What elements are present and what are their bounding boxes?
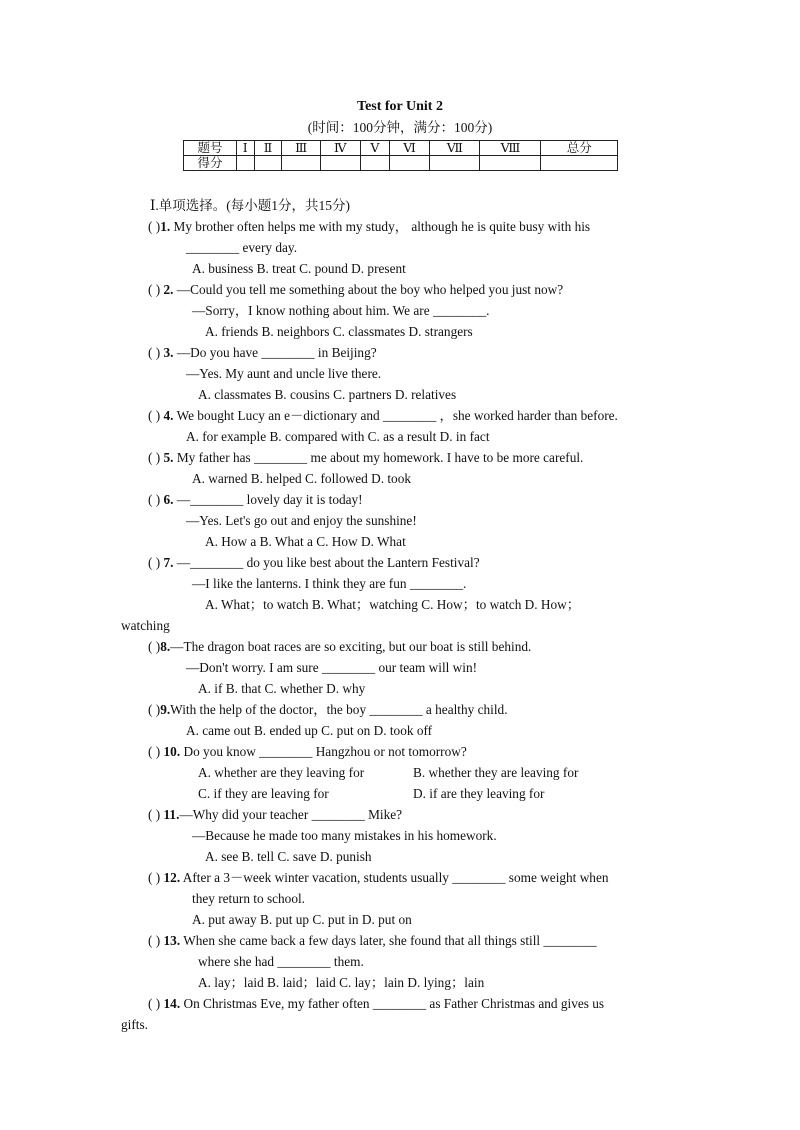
question-number: 8. bbox=[160, 639, 171, 654]
question-9 bbox=[148, 702, 508, 718]
question-text: On Christmas Eve, my father often ________ as Father Christmas and gives us bbox=[180, 996, 605, 1011]
options: A. warned B. helped C. followed D. took bbox=[192, 471, 411, 486]
question-text: After a 3－week winter vacation, students usually ________ some weight when bbox=[180, 870, 609, 885]
score-input-cell[interactable] bbox=[360, 156, 390, 171]
question-number: 12. bbox=[163, 870, 181, 885]
table-cell: Ⅲ bbox=[282, 141, 320, 156]
answer-blank[interactable]: ( ) bbox=[148, 996, 161, 1011]
exam-info: (时间：100分钟，满分：100分) bbox=[307, 120, 493, 135]
dialogue-line: —Because he made too many mistakes in his homework. bbox=[192, 828, 497, 843]
table-cell: Ⅳ bbox=[320, 141, 360, 156]
answer-blank[interactable]: ( ) bbox=[148, 870, 161, 885]
options: A. put away B. put up C. put in D. put on bbox=[192, 912, 412, 927]
question-text-cont: ________ every day. bbox=[186, 240, 298, 255]
answer-blank[interactable]: ( ) bbox=[148, 492, 161, 507]
answer-blank[interactable]: ( ) bbox=[148, 807, 161, 822]
options: A. lay；laid B. laid；laid C. lay；lain D. lying；lain bbox=[198, 975, 485, 990]
question-1 bbox=[148, 219, 678, 235]
question-14 bbox=[148, 996, 604, 1012]
question-number: 13. bbox=[163, 933, 181, 948]
answer-blank[interactable]: ( ) bbox=[148, 450, 161, 465]
question-number: 10. bbox=[163, 744, 181, 759]
table-cell: Ⅶ bbox=[430, 141, 480, 156]
dialogue-line: —Yes. My aunt and uncle live there. bbox=[186, 366, 382, 381]
options: A. What；to watch B. What；watching C. How；to watch D. How； bbox=[205, 597, 581, 612]
answer-blank[interactable]: ( ) bbox=[148, 702, 161, 717]
question-2 bbox=[148, 282, 563, 298]
question-number: 3. bbox=[163, 345, 174, 360]
score-input-cell[interactable] bbox=[282, 156, 320, 171]
question-7 bbox=[148, 555, 480, 571]
table-cell: 题号 bbox=[184, 141, 237, 156]
dialogue-line: —Yes. Let's go out and enjoy the sunshine! bbox=[186, 513, 417, 528]
question-text-cont: gifts. bbox=[121, 1017, 148, 1032]
answer-blank[interactable]: ( ) bbox=[148, 744, 161, 759]
question-text: With the help of the doctor，the boy ________ a healthy child. bbox=[170, 702, 508, 717]
option-d: D. if are they leaving for bbox=[413, 786, 545, 801]
score-input-cell[interactable] bbox=[390, 156, 430, 171]
dialogue-line: —I like the lanterns. I think they are fun ________. bbox=[192, 576, 467, 591]
option-a: A. whether are they leaving for bbox=[198, 765, 365, 780]
question-5 bbox=[148, 450, 583, 466]
options: A. for example B. compared with C. as a result D. in fact bbox=[186, 429, 490, 444]
question-number: 7. bbox=[163, 555, 174, 570]
score-table-score-row bbox=[184, 156, 618, 171]
table-cell: 得分 bbox=[184, 156, 237, 171]
score-input-cell[interactable] bbox=[480, 156, 541, 171]
score-input-cell[interactable] bbox=[430, 156, 480, 171]
question-text: My father has ________ me about my homework. I have to be more careful. bbox=[173, 450, 584, 465]
question-number: 4. bbox=[163, 408, 174, 423]
question-6 bbox=[148, 492, 363, 508]
question-text: —Could you tell me something about the boy who helped you just now? bbox=[173, 282, 564, 297]
question-text: —Why did your teacher ________ Mike? bbox=[179, 807, 403, 822]
table-cell: Ⅵ bbox=[390, 141, 430, 156]
question-number: 5. bbox=[163, 450, 174, 465]
question-11 bbox=[148, 807, 402, 823]
score-input-cell[interactable] bbox=[541, 156, 618, 171]
options-wrap: watching bbox=[121, 618, 170, 633]
options: A. business B. treat C. pound D. present bbox=[192, 261, 406, 276]
table-cell: Ⅰ bbox=[237, 141, 255, 156]
score-input-cell[interactable] bbox=[254, 156, 282, 171]
question-number: 1. bbox=[160, 219, 171, 234]
question-text: My brother often helps me with my study， although he is quite busy with his bbox=[170, 219, 591, 234]
question-12 bbox=[148, 870, 678, 886]
page-title: Test for Unit 2 bbox=[357, 99, 443, 114]
question-text: —The dragon boat races are so exciting, but our boat is still behind. bbox=[170, 639, 532, 654]
score-input-cell[interactable] bbox=[237, 156, 255, 171]
question-13 bbox=[148, 933, 597, 949]
table-cell: Ⅴ bbox=[360, 141, 390, 156]
question-10 bbox=[148, 744, 467, 760]
question-number: 14. bbox=[163, 996, 181, 1011]
question-number: 11. bbox=[163, 807, 180, 822]
question-4 bbox=[148, 408, 618, 424]
table-cell: Ⅷ bbox=[480, 141, 541, 156]
options: A. How a B. What a C. How D. What bbox=[205, 534, 406, 549]
table-cell: Ⅱ bbox=[254, 141, 282, 156]
question-text: Do you know ________ Hangzhou or not tomorrow? bbox=[180, 744, 467, 759]
question-number: 2. bbox=[163, 282, 174, 297]
question-text: When she came back a few days later, she found that all things still ________ bbox=[180, 933, 597, 948]
section-heading: Ⅰ.单项选择。(每小题1分，共15分) bbox=[150, 198, 350, 213]
score-input-cell[interactable] bbox=[320, 156, 360, 171]
question-text: —________ do you like best about the Lantern Festival? bbox=[173, 555, 480, 570]
dialogue-line: —Don't worry. I am sure ________ our team will win! bbox=[186, 660, 478, 675]
options: A. see B. tell C. save D. punish bbox=[205, 849, 372, 864]
question-text: —________ lovely day it is today! bbox=[173, 492, 363, 507]
table-cell: 总分 bbox=[541, 141, 618, 156]
question-text: —Do you have ________ in Beijing? bbox=[173, 345, 377, 360]
score-table-header-row bbox=[184, 141, 618, 156]
answer-blank[interactable]: ( ) bbox=[148, 408, 161, 423]
score-table bbox=[183, 140, 618, 171]
answer-blank[interactable]: ( ) bbox=[148, 219, 161, 234]
question-text-cont: where she had ________ them. bbox=[198, 954, 364, 969]
answer-blank[interactable]: ( ) bbox=[148, 282, 161, 297]
question-text-cont: they return to school. bbox=[192, 891, 305, 906]
question-number: 9. bbox=[160, 702, 171, 717]
options: A. came out B. ended up C. put on D. took off bbox=[186, 723, 433, 738]
answer-blank[interactable]: ( ) bbox=[148, 345, 161, 360]
options: A. if B. that C. whether D. why bbox=[198, 681, 366, 696]
question-3 bbox=[148, 345, 377, 361]
option-b: B. whether they are leaving for bbox=[413, 765, 579, 780]
question-8 bbox=[148, 639, 531, 655]
options: A. friends B. neighbors C. classmates D. strangers bbox=[205, 324, 473, 339]
option-c: C. if they are leaving for bbox=[198, 786, 329, 801]
question-text: We bought Lucy an e－dictionary and ________ ，she worked harder than before. bbox=[173, 408, 618, 423]
dialogue-line: —Sorry，I know nothing about him. We are ________. bbox=[192, 303, 490, 318]
answer-blank[interactable]: ( ) bbox=[148, 639, 161, 654]
answer-blank[interactable]: ( ) bbox=[148, 933, 161, 948]
question-number: 6. bbox=[163, 492, 174, 507]
answer-blank[interactable]: ( ) bbox=[148, 555, 161, 570]
options: A. classmates B. cousins C. partners D. relatives bbox=[198, 387, 457, 402]
